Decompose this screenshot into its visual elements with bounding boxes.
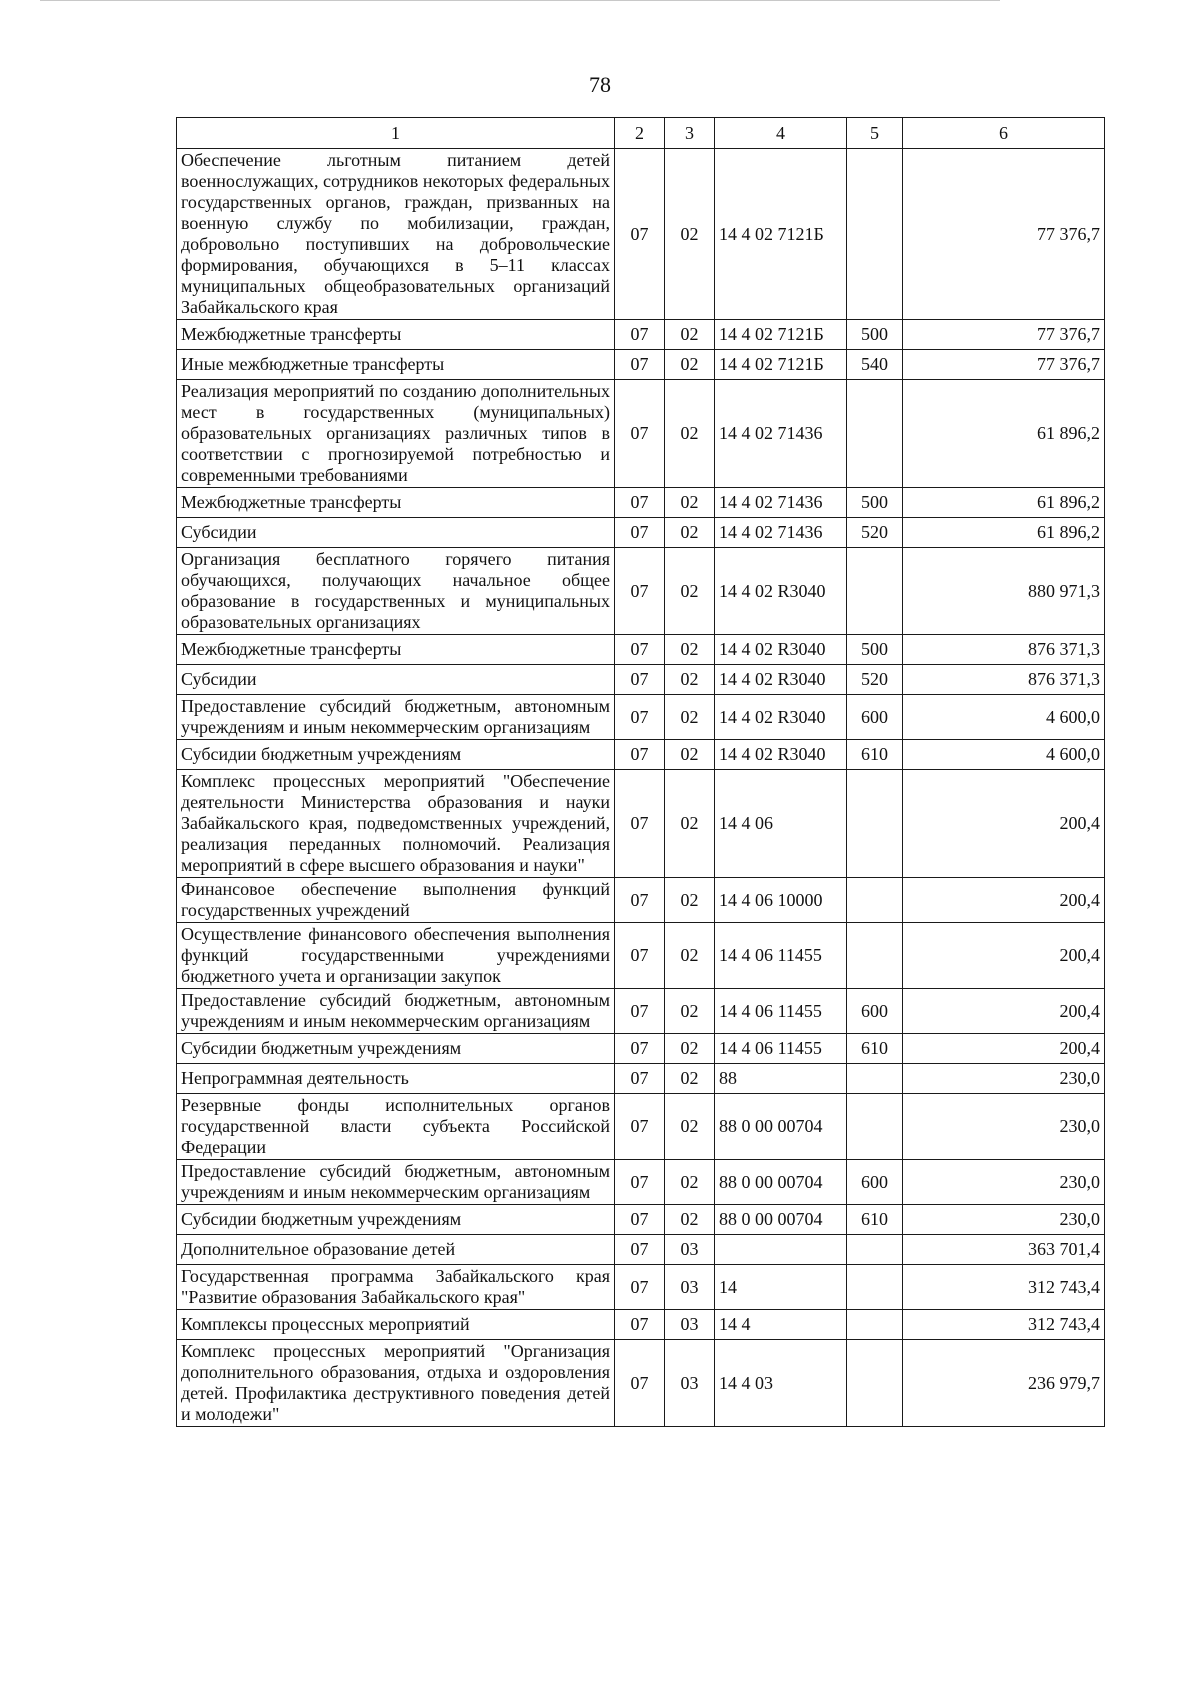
row-expense-type [847,878,903,923]
row-amount: 4 600,0 [903,740,1105,770]
table-row [177,1064,1105,1094]
row-expense-type: 610 [847,740,903,770]
row-subsection: 02 [665,488,715,518]
row-section: 07 [615,878,665,923]
row-amount: 61 896,2 [903,488,1105,518]
row-target-article: 14 4 [715,1310,847,1340]
row-expense-type [847,548,903,635]
table-row [177,1205,1105,1235]
row-amount: 230,0 [903,1205,1105,1235]
row-name: Предоставление субсидий бюджетным, автономным учреждениям и иным некоммерческим организациям [177,989,615,1034]
row-subsection: 02 [665,989,715,1034]
row-subsection: 03 [665,1235,715,1265]
row-section: 07 [615,1034,665,1064]
row-subsection: 02 [665,1064,715,1094]
row-name: Реализация мероприятий по созданию дополнительных мест в государственных (муниципальных) образовательных организациях различных типов в соответствии с прогнозируемой потребностью и современными требованиями [177,380,615,488]
row-expense-type: 610 [847,1034,903,1064]
row-name: Комплексы процессных мероприятий [177,1310,615,1340]
row-target-article: 14 4 02 71436 [715,488,847,518]
column-header-6: 6 [903,118,1105,149]
row-target-article: 14 4 02 R3040 [715,548,847,635]
row-target-article: 88 0 00 00704 [715,1205,847,1235]
row-name: Дополнительное образование детей [177,1235,615,1265]
row-target-article: 14 4 06 11455 [715,1034,847,1064]
table-row [177,1265,1105,1310]
row-expense-type: 500 [847,488,903,518]
row-amount: 200,4 [903,1034,1105,1064]
row-section: 07 [615,380,665,488]
row-name: Осуществление финансового обеспечения выполнения функций государственными учреждениями бюджетного учета и организации закупок [177,923,615,989]
column-header-4: 4 [715,118,847,149]
row-amount: 880 971,3 [903,548,1105,635]
row-section: 07 [615,665,665,695]
table-row [177,635,1105,665]
row-name: Межбюджетные трансферты [177,635,615,665]
row-expense-type: 500 [847,635,903,665]
row-subsection: 02 [665,518,715,548]
row-name: Организация бесплатного горячего питания обучающихся, получающих начальное общее образование в государственных и муниципальных образовательных организациях [177,548,615,635]
table-row [177,548,1105,635]
table-row [177,1340,1105,1427]
row-section: 07 [615,320,665,350]
row-section: 07 [615,923,665,989]
row-subsection: 02 [665,665,715,695]
row-amount: 200,4 [903,878,1105,923]
row-amount: 230,0 [903,1064,1105,1094]
row-section: 07 [615,518,665,548]
row-expense-type: 540 [847,350,903,380]
row-expense-type: 610 [847,1205,903,1235]
row-target-article: 88 0 00 00704 [715,1160,847,1205]
row-section: 07 [615,149,665,320]
row-target-article: 14 4 02 7121Б [715,149,847,320]
row-expense-type [847,1265,903,1310]
row-target-article: 14 4 06 11455 [715,923,847,989]
row-name: Субсидии бюджетным учреждениям [177,740,615,770]
table-row [177,1310,1105,1340]
row-expense-type: 520 [847,665,903,695]
row-target-article: 88 [715,1064,847,1094]
row-expense-type: 600 [847,1160,903,1205]
column-header-3: 3 [665,118,715,149]
table-row [177,518,1105,548]
row-amount: 876 371,3 [903,635,1105,665]
row-target-article: 14 4 02 R3040 [715,695,847,740]
row-amount: 77 376,7 [903,149,1105,320]
row-expense-type [847,380,903,488]
row-amount: 236 979,7 [903,1340,1105,1427]
table-row [177,380,1105,488]
scan-top-edge [40,0,1000,3]
row-name: Субсидии бюджетным учреждениям [177,1205,615,1235]
table-row [177,665,1105,695]
row-section: 07 [615,548,665,635]
row-section: 07 [615,1094,665,1160]
table-row [177,488,1105,518]
budget-table [176,117,1105,1427]
row-subsection: 02 [665,1094,715,1160]
row-section: 07 [615,1205,665,1235]
row-target-article: 14 [715,1265,847,1310]
row-subsection: 02 [665,380,715,488]
row-name: Комплекс процессных мероприятий "Организация дополнительного образования, отдыха и оздоровления детей. Профилактика деструктивного поведения детей и молодежи" [177,1340,615,1427]
table-row [177,695,1105,740]
row-expense-type [847,770,903,878]
column-header-5: 5 [847,118,903,149]
row-target-article [715,1235,847,1265]
table-row [177,350,1105,380]
row-name: Финансовое обеспечение выполнения функций государственных учреждений [177,878,615,923]
row-subsection: 02 [665,1034,715,1064]
row-target-article: 14 4 02 R3040 [715,635,847,665]
row-name: Межбюджетные трансферты [177,488,615,518]
row-name: Резервные фонды исполнительных органов государственной власти субъекта Российской Федерации [177,1094,615,1160]
row-amount: 230,0 [903,1094,1105,1160]
page-number: 78 [589,72,611,97]
row-expense-type [847,1094,903,1160]
row-name: Иные межбюджетные трансферты [177,350,615,380]
row-amount: 77 376,7 [903,350,1105,380]
row-name: Предоставление субсидий бюджетным, автономным учреждениям и иным некоммерческим организациям [177,695,615,740]
row-amount: 61 896,2 [903,380,1105,488]
row-section: 07 [615,1160,665,1205]
row-target-article: 14 4 02 71436 [715,518,847,548]
row-section: 07 [615,1064,665,1094]
table-row [177,1160,1105,1205]
table-row [177,1034,1105,1064]
row-section: 07 [615,695,665,740]
table-row [177,1235,1105,1265]
row-name: Субсидии [177,518,615,548]
row-subsection: 02 [665,1205,715,1235]
row-expense-type [847,1340,903,1427]
row-amount: 77 376,7 [903,320,1105,350]
row-expense-type [847,1235,903,1265]
row-section: 07 [615,1340,665,1427]
row-section: 07 [615,488,665,518]
row-expense-type [847,1064,903,1094]
row-subsection: 03 [665,1340,715,1427]
row-subsection: 02 [665,770,715,878]
row-subsection: 02 [665,740,715,770]
table-row [177,1094,1105,1160]
row-subsection: 02 [665,878,715,923]
column-header-2: 2 [615,118,665,149]
row-target-article: 14 4 02 R3040 [715,665,847,695]
row-amount: 200,4 [903,989,1105,1034]
row-subsection: 02 [665,350,715,380]
row-subsection: 02 [665,923,715,989]
row-subsection: 02 [665,548,715,635]
row-section: 07 [615,1310,665,1340]
row-name: Государственная программа Забайкальского края "Развитие образования Забайкальского края" [177,1265,615,1310]
row-target-article: 88 0 00 00704 [715,1094,847,1160]
row-amount: 61 896,2 [903,518,1105,548]
row-name: Непрограммная деятельность [177,1064,615,1094]
row-expense-type [847,149,903,320]
row-expense-type: 520 [847,518,903,548]
row-subsection: 03 [665,1310,715,1340]
row-section: 07 [615,770,665,878]
table-row [177,989,1105,1034]
row-subsection: 03 [665,1265,715,1310]
row-name: Межбюджетные трансферты [177,320,615,350]
row-subsection: 02 [665,1160,715,1205]
row-expense-type [847,1310,903,1340]
row-subsection: 02 [665,320,715,350]
row-name: Обеспечение льготным питанием детей военнослужащих, сотрудников некоторых федеральных государственных органов, граждан, призванных на военную службу по мобилизации, граждан, добровольно поступивших на добровольческие формирования, обучающихся в 5–11 классах муниципальных общеобразовательных организаций Забайкальского края [177,149,615,320]
row-target-article: 14 4 02 R3040 [715,740,847,770]
row-section: 07 [615,1235,665,1265]
row-section: 07 [615,740,665,770]
header-row [177,118,1105,149]
row-section: 07 [615,989,665,1034]
row-amount: 312 743,4 [903,1310,1105,1340]
row-subsection: 02 [665,695,715,740]
row-name: Комплекс процессных мероприятий "Обеспечение деятельности Министерства образования и науки Забайкальского края, подведомственных учреждений, реализация переданных полномочий. Реализация мероприятий в сфере высшего образования и науки" [177,770,615,878]
table-row [177,770,1105,878]
row-name: Субсидии [177,665,615,695]
row-subsection: 02 [665,635,715,665]
row-amount: 4 600,0 [903,695,1105,740]
row-target-article: 14 4 02 7121Б [715,320,847,350]
column-header-1: 1 [177,118,615,149]
row-amount: 200,4 [903,923,1105,989]
row-target-article: 14 4 02 7121Б [715,350,847,380]
row-target-article: 14 4 06 11455 [715,989,847,1034]
row-subsection: 02 [665,149,715,320]
row-target-article: 14 4 03 [715,1340,847,1427]
row-section: 07 [615,1265,665,1310]
row-target-article: 14 4 06 10000 [715,878,847,923]
row-target-article: 14 4 06 [715,770,847,878]
row-expense-type: 500 [847,320,903,350]
table-row [177,149,1105,320]
table-row [177,878,1105,923]
row-amount: 200,4 [903,770,1105,878]
row-name: Предоставление субсидий бюджетным, автономным учреждениям и иным некоммерческим организациям [177,1160,615,1205]
table-row [177,740,1105,770]
row-expense-type: 600 [847,695,903,740]
row-expense-type [847,923,903,989]
row-amount: 876 371,3 [903,665,1105,695]
row-amount: 230,0 [903,1160,1105,1205]
row-section: 07 [615,635,665,665]
table-row [177,923,1105,989]
row-amount: 363 701,4 [903,1235,1105,1265]
row-expense-type: 600 [847,989,903,1034]
table-row [177,320,1105,350]
row-target-article: 14 4 02 71436 [715,380,847,488]
row-amount: 312 743,4 [903,1265,1105,1310]
row-name: Субсидии бюджетным учреждениям [177,1034,615,1064]
row-section: 07 [615,350,665,380]
